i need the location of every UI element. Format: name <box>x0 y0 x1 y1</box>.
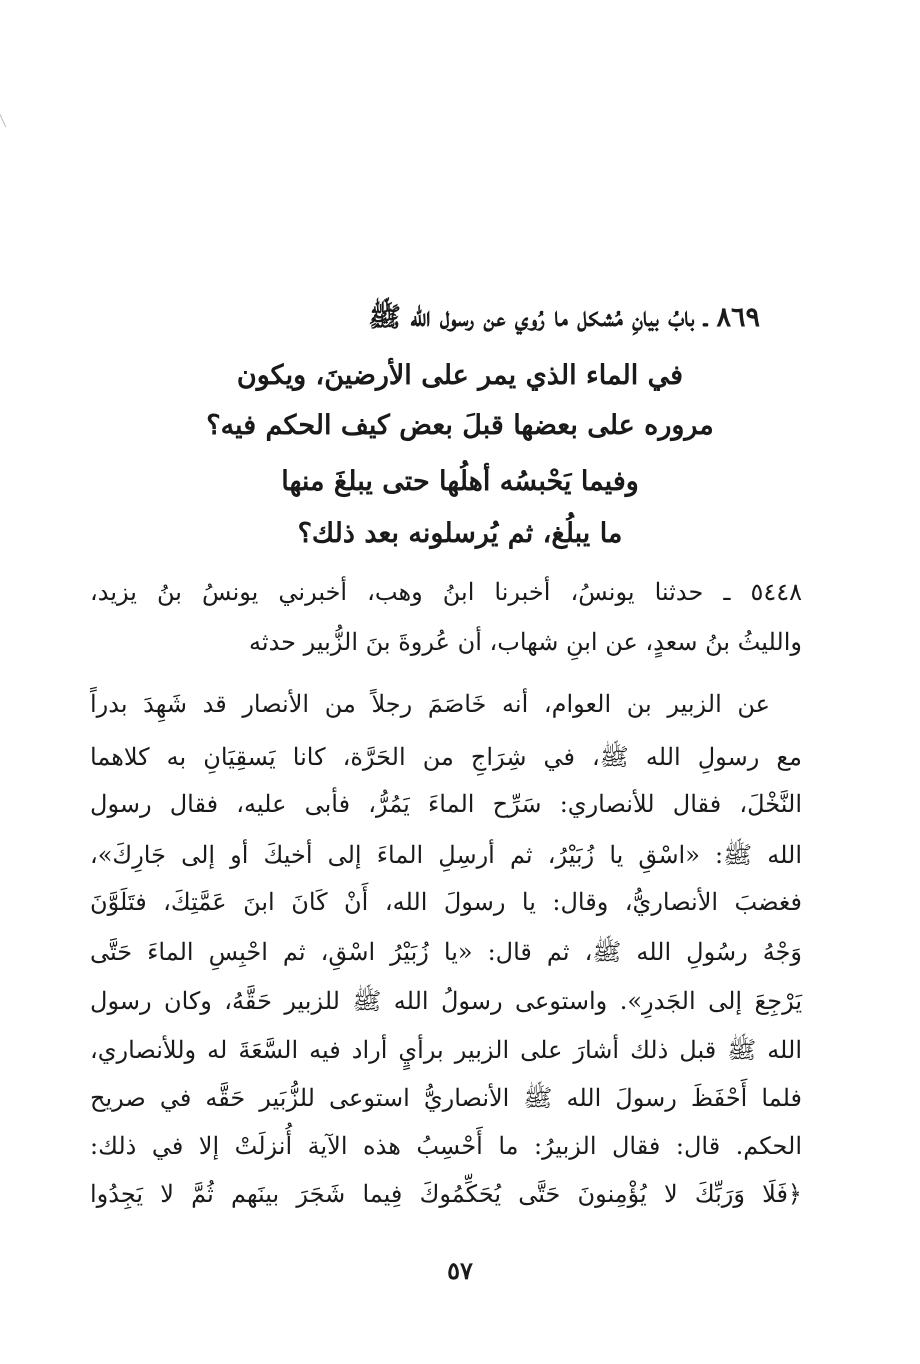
heading-line-1: ٨٦٩ ـ بابُ بيانِ مُشكل ما رُوي عن رسول الله ﷺ <box>368 302 760 333</box>
text-line: وَجْهُ رسُولِ الله ﷺ، ثم قال: «يا زُبَيْرُ اسْقِ، ثم احْبِسِ الماءَ حَتَّى <box>90 938 802 966</box>
text-line: مع رسولِ الله ﷺ، في شِرَاجِ من الحَرَّة، كانا يَسقِيَانِ به كلاهما <box>90 743 802 771</box>
text-line: الله ﷺ قبل ذلك أشارَ على الزبير برأيٍ أراد فيه السَّعَةَ له وللأنصاري، <box>90 1036 802 1064</box>
text-line: الله ﷺ: «اسْقِ يا زُبَيْرُ، ثم أرسِلِ الماءَ إلى أخيكَ أو إلى جَارِكَ»، <box>90 841 802 869</box>
text-line: عن الزبير بن العوام، أنه خَاصَمَ رجلاً من الأنصار قد شَهِدَ بدراً <box>90 690 770 718</box>
isnad-line-2: والليثُ بنُ سعدٍ، عن ابنِ شهاب، أن عُروةَ بنَ الزُّبير حدثه <box>249 628 802 656</box>
text-line: فلما أَحْفَظَ رسولَ الله ﷺ الأنصاريُّ استوعى للزُّبَير حَقَّه في صريح <box>90 1084 802 1112</box>
text-line: ﴿فَلَا وَرَبِّكَ لا يُؤْمِنونَ حَتَّى يُحَكِّمُوكَ فِيما شَجَرَ بينَهم ثُمَّ لا يَجِدُوا <box>90 1180 802 1208</box>
heading-line-2: في الماء الذي يمر على الأرضينَ، ويكون <box>236 360 684 391</box>
text-line: الحكم. قال: فقال الزبيرُ: ما أَحْسِبُ هذه الآية أُنزلَتْ إلا في ذلك: <box>90 1132 802 1160</box>
isnad-line-1: ٥٤٤٨ ـ حدثنا يونسُ، أخبرنا ابنُ وهب، أخبرني يونسُ بنُ يزيد، <box>90 578 802 606</box>
text-line: يَرْجِعَ إلى الجَدرِ». واستوعى رسولُ الله ﷺ للزبير حَقَّهُ، وكان رسول <box>90 987 802 1015</box>
text-line: فغضبَ الأنصاريُّ، وقال: يا رسولَ الله، أَنْ كَانَ ابنَ عَمَّتِكَ، فتَلَوَّنَ <box>90 888 802 916</box>
scan-mark <box>0 111 14 127</box>
heading-line-4: وفيما يَحْبسُه أهلُها حتى يبلغَ منها <box>281 466 639 497</box>
page-number: ٥٧ <box>447 1256 473 1285</box>
heading-line-5: ما يبلُغ، ثم يُرسلونه بعد ذلك؟ <box>297 518 623 549</box>
heading-line-3: مروره على بعضها قبلَ بعض كيف الحكم فيه؟ <box>206 410 714 441</box>
text-line: النَّخْلَ، فقال للأنصاري: سَرِّح الماءَ يَمُرُّ، فأبى عليه، فقال رسول <box>90 790 802 818</box>
